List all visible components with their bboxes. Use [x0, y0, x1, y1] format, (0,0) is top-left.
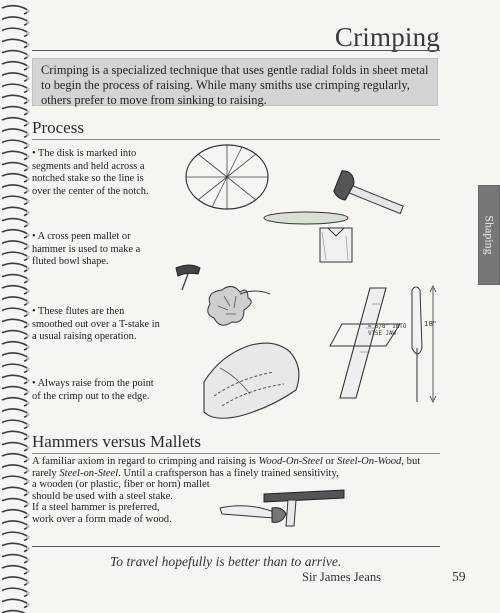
binding-hole: [26, 144, 29, 147]
spiral-coil: [2, 454, 28, 462]
binding-hole: [26, 547, 29, 550]
binding-hole: [26, 278, 29, 281]
binding-hole: [26, 301, 29, 304]
binding-hole: [26, 536, 29, 539]
intro-box: [32, 58, 438, 106]
process-heading: Process: [32, 118, 84, 137]
fluted-bowl-mallet-sketch: [170, 262, 280, 337]
hammers-line-1: A familiar axiom in regard to crimping and raising is Wood-On-Steel or Steel-On-Wood, but: [32, 456, 421, 467]
binding-hole: [26, 267, 29, 270]
spiral-coil: [2, 465, 28, 473]
spiral-coil: [2, 84, 28, 92]
spiral-coil: [2, 443, 28, 451]
spiral-coil: [2, 17, 28, 25]
quote-author: Sir James Jeans: [302, 570, 382, 584]
section-tab-shaping[interactable]: [478, 185, 500, 285]
spiral-coil: [2, 398, 28, 406]
binding-hole: [26, 357, 29, 360]
page-title: Crimping: [334, 22, 440, 52]
spiral-coil: [2, 476, 28, 484]
hammers-divider: [32, 453, 440, 454]
spiral-coil: [2, 532, 28, 540]
footer-quote: To travel hopefully is better than to arrive.: [110, 554, 342, 569]
spiral-coil: [2, 431, 28, 439]
binding-hole: [26, 569, 29, 572]
spiral-coil: [2, 51, 28, 59]
spiral-coil: [2, 129, 28, 137]
binding-hole: [26, 446, 29, 449]
spiral-coil: [2, 510, 28, 518]
hammers-line-6: work over a form made of wood.: [32, 513, 172, 525]
binding-hole: [26, 345, 29, 348]
spiral-coil: [2, 577, 28, 585]
binding-hole: [26, 413, 29, 416]
binding-hole: [26, 189, 29, 192]
process-step-3: • These flutes are then smoothed out over a T-stake in a usual raising operation.: [32, 306, 160, 343]
intro-text: Crimping is a specialized technique that uses gentle radial folds in sheet metal to begin the process of raising. While many smiths use crimping regularly, others prefer to move from sinking to raising.: [41, 63, 429, 107]
spiral-coil: [2, 566, 28, 574]
spiral-coil: [2, 420, 28, 428]
spiral-coil: [2, 487, 28, 495]
binding-hole: [26, 21, 29, 24]
binding-hole: [26, 379, 29, 382]
spiral-coil: [2, 297, 28, 305]
hammers-line-5: If a steel hammer is preferred,: [32, 502, 160, 514]
spiral-coil: [2, 62, 28, 70]
spiral-coil: [2, 163, 28, 171]
binding-hole: [26, 133, 29, 136]
binding-hole: [26, 65, 29, 68]
binding-hole: [26, 424, 29, 427]
binding-hole: [26, 323, 29, 326]
spiral-coil: [2, 331, 28, 339]
binding-hole: [26, 245, 29, 248]
binding-hole: [26, 211, 29, 214]
spiral-coil: [2, 140, 28, 148]
spiral-coil: [2, 241, 28, 249]
binding-hole: [26, 256, 29, 259]
binding-hole: [26, 99, 29, 102]
spiral-coil: [2, 375, 28, 383]
binding-hole: [26, 603, 29, 606]
spiral-coil: [2, 118, 28, 126]
process-step-4: • Always raise from the point of the crimp out to the edge.: [32, 378, 154, 402]
hammer-mallet-sketch: [218, 488, 348, 536]
spiral-coil: [2, 308, 28, 316]
binding-hole: [26, 88, 29, 91]
notched-stake-hammer-sketch: [262, 166, 412, 268]
footer-divider: [32, 546, 440, 547]
binding-hole: [26, 110, 29, 113]
binding-hole: [26, 121, 29, 124]
spiral-coil: [2, 252, 28, 260]
wooden-stake-sketch: [330, 284, 450, 404]
hammers-line-2: rarely Steel-on-Steel. Until a craftsperson has a finely trained sensitivity,: [32, 467, 339, 479]
binding-hole: [26, 177, 29, 180]
spiral-coil: [2, 196, 28, 204]
binding-hole: [26, 233, 29, 236]
spiral-coil: [2, 275, 28, 283]
binding-hole: [26, 289, 29, 292]
spiral-coil: [2, 263, 28, 271]
spiral-binding: [0, 0, 34, 613]
hammers-line-3: a wooden (or plastic, fiber or horn) mallet: [32, 479, 210, 491]
spiral-coil: [2, 219, 28, 227]
spiral-coil: [2, 409, 28, 417]
spiral-coil: [2, 28, 28, 36]
page-number: 59: [452, 569, 466, 584]
spiral-coil: [2, 286, 28, 294]
spiral-coil: [2, 319, 28, 327]
binding-hole: [26, 390, 29, 393]
binding-hole: [26, 513, 29, 516]
binding-hole: [26, 435, 29, 438]
spiral-coil: [2, 107, 28, 115]
spiral-coil: [2, 364, 28, 372]
binding-hole: [26, 525, 29, 528]
length-label: 18": [424, 320, 437, 328]
title-divider: [32, 50, 440, 51]
binding-hole: [26, 43, 29, 46]
spiral-coil: [2, 599, 28, 607]
spiral-coil: [2, 499, 28, 507]
vise-note-label: ≈ 5/8" INTO VISE JAW: [368, 324, 407, 337]
binding-hole: [26, 200, 29, 203]
process-divider: [32, 139, 440, 140]
binding-hole: [26, 222, 29, 225]
binding-hole: [26, 77, 29, 80]
spiral-coil: [2, 207, 28, 215]
spiral-coil: [2, 230, 28, 238]
spiral-coil: [2, 151, 28, 159]
spiral-coil: [2, 39, 28, 47]
spiral-coil: [2, 185, 28, 193]
binding-hole: [26, 312, 29, 315]
spiral-coil: [2, 588, 28, 596]
spiral-coil: [2, 174, 28, 182]
spiral-coil: [2, 555, 28, 563]
spiral-coil: [2, 353, 28, 361]
hammers-heading: Hammers versus Mallets: [32, 432, 202, 451]
section-tab-label: Shaping: [482, 215, 497, 255]
binding-hole: [26, 469, 29, 472]
binding-hole: [26, 155, 29, 158]
spiral-coil: [2, 342, 28, 350]
spiral-coil: [2, 521, 28, 529]
binding-hole: [26, 457, 29, 460]
binding-hole: [26, 9, 29, 12]
binding-hole: [26, 54, 29, 57]
binding-hole: [26, 491, 29, 494]
spiral-coil: [2, 543, 28, 551]
binding-hole: [26, 592, 29, 595]
spiral-coil: [2, 6, 28, 14]
binding-hole: [26, 334, 29, 337]
binding-hole: [26, 502, 29, 505]
binding-hole: [26, 558, 29, 561]
binding-hole: [26, 480, 29, 483]
binding-hole: [26, 368, 29, 371]
binding-hole: [26, 581, 29, 584]
binding-hole: [26, 401, 29, 404]
spiral-coil: [2, 95, 28, 103]
spiral-coil: [2, 387, 28, 395]
t-stake-smoothing-sketch: [200, 338, 310, 428]
process-step-2: • A cross peen mallet or hammer is used to make a fluted bowl shape.: [32, 231, 141, 268]
binding-hole: [26, 166, 29, 169]
binding-hole: [26, 32, 29, 35]
process-step-1: • The disk is marked into segments and held across a notched stake so the line is over the center of the notch.: [32, 148, 149, 197]
spiral-coil: [2, 73, 28, 81]
hammers-line-4: should be used with a steel stake.: [32, 490, 173, 502]
segmented-disk-sketch: [184, 142, 270, 212]
